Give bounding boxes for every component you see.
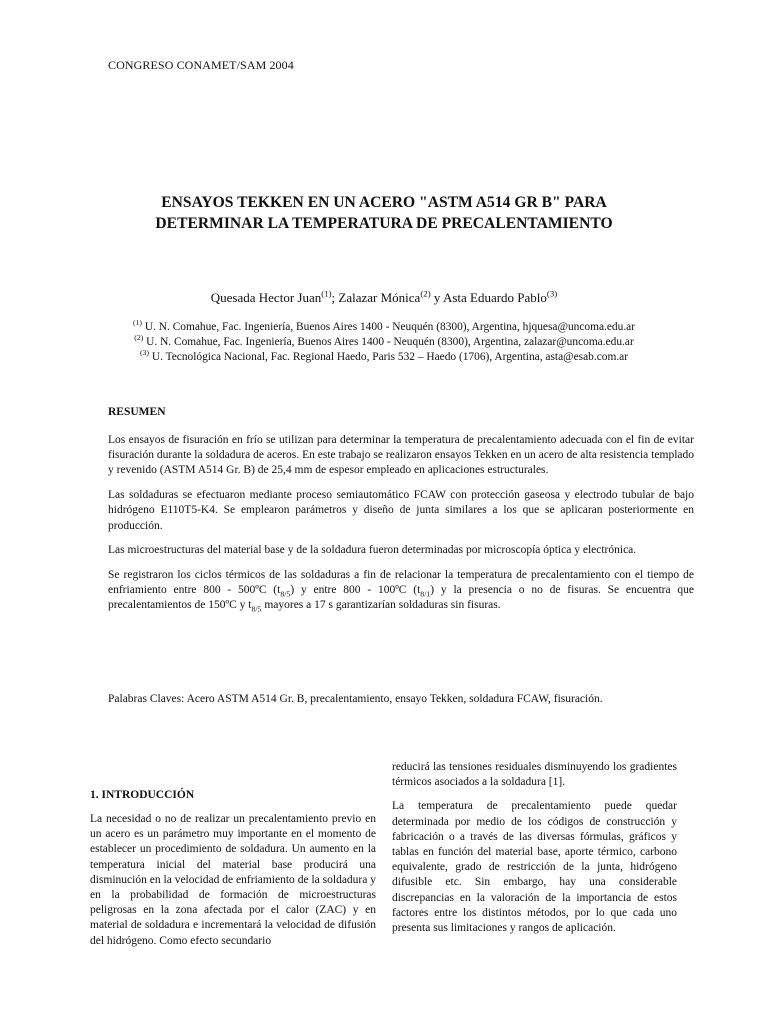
- author-1: Quesada Hector Juan: [210, 290, 322, 305]
- left-column: [90, 812, 376, 958]
- affiliations: [0, 320, 768, 365]
- abstract-text: mayores a 17 s garantizarían soldaduras sin fisuras.: [261, 599, 501, 612]
- affiliation-mark: (3): [139, 348, 150, 358]
- author-2: Zalazar Mónica: [338, 290, 421, 305]
- subscript: 8/5: [280, 589, 291, 599]
- affiliation-mark: (1): [132, 318, 143, 328]
- body-paragraph: La temperatura de precalentamiento puede quedar determinada por medio de los códigos de construcción y fabricación o a través de las diversas fórmulas, gráficos y tablas en función del material base, aporte térmico, carbono equivalente, grado de restricción de la junta, hidrógeno difusible etc. Sin embargo, hay una considerable discrepancias en la valoración de la importancia de estos factores entre los distintos métodos, por lo que cada uno presenta sus limitaciones y rangos de aplicación.: [392, 800, 677, 935]
- right-column: [392, 760, 677, 945]
- title-line-2: DETERMINAR LA TEMPERATURA DE PRECALENTAMIENTO: [155, 215, 613, 232]
- abstract-text: Se registraron los ciclos térmicos de las soldaduras a fin de relacionar la temperatura de precalentamiento con el tiempo de enfriamiento entre 800 - 500ºC (t: [108, 568, 694, 597]
- affiliation-2: [0, 335, 768, 350]
- subscript: 8/1: [420, 589, 431, 599]
- author-separator: ;: [331, 290, 339, 305]
- conference-header: CONGRESO CONAMET/SAM 2004: [108, 58, 294, 72]
- body-paragraph: reducirá las tensiones residuales disminuyendo los gradientes térmicos asociados a la soldadura [1].: [392, 761, 677, 789]
- abstract-paragraph: Los ensayos de fisuración en frío se utilizan para determinar la temperatura de precalentamiento adecuada con el fin de evitar fisuración durante la soldadura de aceros. En este trabajo se realizaron ensayos Tekken en un acero de alta resistencia templado y revenido (ASTM A514 Gr. B) de 25,4 mm de espesor empleado en aplicaciones estructurales.: [108, 434, 694, 477]
- paper-title: [100, 192, 668, 234]
- affiliation-text: U. N. Comahue, Fac. Ingeniería, Buenos Aires 1400 - Neuquén (8300), Argentina, zalazar@uncoma.edu.ar: [143, 336, 634, 348]
- abstract-text: ) y entre 800 - 100ºC (t: [290, 584, 421, 597]
- keywords: Palabras Claves: Acero ASTM A514 Gr. B, precalentamiento, ensayo Tekken, soldadura FCAW, fisuración.: [108, 693, 603, 705]
- author-3-mark: (3): [546, 288, 558, 299]
- body-paragraph: La necesidad o no de realizar un precalentamiento previo en un acero es un parámetro muy importante en el momento de establecer un procedimiento de soldadura. Un aumento en la temperatura inicial del material base producirá una disminución en la velocidad de enfriamiento de la soldadura y en la probabilidad de formación de microestructuras peligrosas en la zona afectada por el calor (ZAC) y en material de soldadura e incrementará la velocidad de difusión del hidrógeno. Como efecto secundario: [90, 813, 376, 947]
- author-separator: y: [430, 290, 443, 305]
- affiliation-text: U. N. Comahue, Fac. Ingeniería, Buenos Aires 1400 - Neuquén (8300), Argentina, hjquesa@uncoma.edu.ar: [142, 321, 636, 333]
- abstract-text: ) y la presencia o no de fisuras. Se encuentra que precalentamientos de 150ºC y t: [108, 584, 695, 612]
- abstract-paragraph: [108, 568, 694, 614]
- section-heading-introduccion: 1. INTRODUCCIÓN: [90, 789, 195, 801]
- subscript: 8/5: [251, 604, 262, 614]
- affiliation-3: [0, 350, 768, 365]
- affiliation-text: U. Tecnológica Nacional, Fac. Regional Haedo, Paris 532 – Haedo (1706), Argentina, asta@esab.com.ar: [149, 351, 629, 363]
- author-1-mark: (1): [321, 288, 332, 299]
- abstract-heading: RESUMEN: [108, 406, 166, 418]
- abstract-paragraph: Las soldaduras se efectuaron mediante proceso semiautomático FCAW con protección gaseosa y electrodo tubular de bajo hidrógeno E110T5-K4. Se emplearon parámetros y diseño de junta similares a los que se aplicaran posteriormente en producción.: [108, 489, 694, 532]
- title-line-1: ENSAYOS TEKKEN EN UN ACERO "ASTM A514 GR B" PARA: [161, 194, 607, 211]
- author-2-mark: (2): [420, 288, 431, 299]
- author-list: [0, 290, 768, 306]
- abstract-paragraph: Las microestructuras del material base y de la soldadura fueron determinadas por microscopía óptica y electrónica.: [108, 544, 637, 557]
- author-3: Asta Eduardo Pablo: [442, 290, 547, 305]
- abstract-body: [108, 433, 694, 623]
- affiliation-mark: (2): [134, 333, 144, 343]
- affiliation-1: [0, 320, 768, 335]
